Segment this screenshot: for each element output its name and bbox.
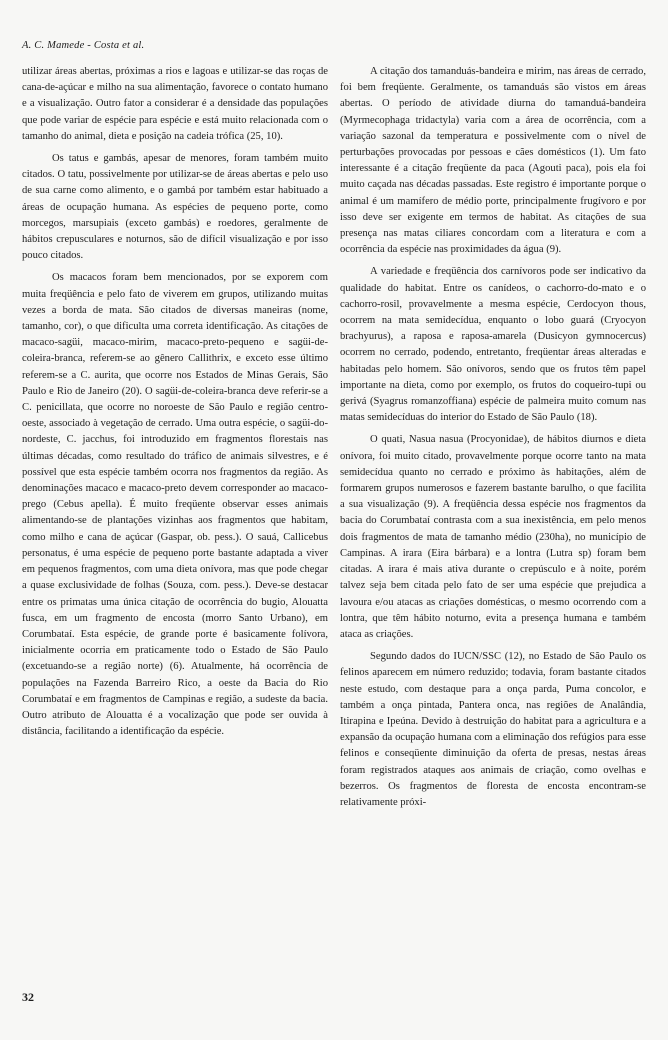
page-number: 32 — [22, 990, 34, 1004]
running-head: A. C. Mamede - Costa et al. — [22, 40, 145, 51]
right-column-paragraph: A citação dos tamanduás-bandeira e mirim, nas áreas de cerrado, foi bem freqüente. Geralmente, os tamanduás são vistos em áreas abertas. O período de atividade diurna do tamanduá-bandeira (Myrmecophaga tridactyla) varia com a área de ocorrência, com a variação sazonal da temperatura e possivelmente com o nível de perturbações provocadas por pessoas e cães domésticos (1). Um fato interessante é a citação freqüente da paca (Agouti paca), pois ela foi muito caçada nas décadas passadas. Este registro é importante porque o animal é um mamífero de médio porte, principalmente frugívoro e por isso deve ser exigente em termos de habitat. As citações de sua presença nas matas ciliares concordam com a literatura e com a ocorrência da espécie nas proximidades da água (9). — [340, 66, 646, 256]
left-column-paragraph: utilizar áreas abertas, próximas a rios e lagoas e utilizar-se das roças de cana-de-açúcar e milho na sua alimentação, favorece o contato humano e a visualização. Outro fator a considerar é a densidade das populações que pode variar de espécie para espécie e está muito relacionada com o tamanho do animal, dieta e posição na cadeia trófica (25, 10). — [22, 66, 328, 142]
left-column — [22, 64, 328, 746]
right-column — [340, 64, 646, 817]
left-column-paragraph: Os tatus e gambás, apesar de menores, foram também muito citados. O tatu, possivelmente por utilizar-se de áreas abertas e pelo uso de sua carne como alimento, e o gambá por também estar habituado a áreas de ocupação humana. As espécies de pequeno porte, como morcegos, marsupiais (exceto gambás) e roedores, geralmente de hábitos crepusculares e noturnos, são de difícil visualização e por isso pouco citados. — [22, 153, 328, 262]
left-column-paragraph: Os macacos foram bem mencionados, por se exporem com muita freqüência e pelo fato de viverem em grupos, utilizando muitas vezes a borda de mata. São citados de diversas maneiras (nome, tamanho, cor), o que dificulta uma correta identificação. As citações de macaco-sagüi, macaco-mirim, macaco-preto-pequeno e sagüi-de-coleira-branca, referem-se ao gênero Callithrix, e exceto esse último referem-se a C. aurita, que ocorre nos Estados de Minas Gerais, São Paulo e Rio de Janeiro (20). O sagüi-de-coleira-branca deve referir-se a C. penicillata, que ocorre no noroeste de São Paulo e região centro-oeste, associado à vegetação de cerrado. Uma outra espécie, o sagüi-do-nordeste, C. jacchus, foi introduzido em fragmentos florestais nas últimas décadas, como resultado do tráfico de animais silvestres, e é possível que esta espécie também ocorra nos fragmentos da região. As denominações macaco e macaco-preto devem corresponder ao macaco-prego (Cebus apella). É muito freqüente observar esses animais alimentando-se de plantações vizinhas aos fragmentos que habitam, como milho e cana de açúcar (Gaspar, ob. pess.). O sauá, Callicebus personatus, é uma espécie de pequeno porte bastante adaptada a viver em pequenos fragmentos, com uma dieta onívora, mas que pode chegar a quase exclusividade de folhas (Souza, com. pess.). Deve-se destacar entre os primatas uma única citação de ocorrência do bugio, Alouatta fusca, em um fragmento de encosta (morro Santo Urbano), em Corumbataí. Esta espécie, de grande porte é basicamente folívora, inicialmente ocorria em praticamente todo o Estado de São Paulo (excetuando-se a região norte) (6). Atualmente, há ocorrência de populações na Fazenda Barreiro Rico, a oeste da Bacia do Rio Corumbataí e em fragmentos de Campinas e região, a sudeste da bacia. Outro atributo de Alouatta é a vocalização que pode ser ouvida à distância, facilitando a identificação da espécie. — [22, 272, 328, 738]
right-column-paragraph: A variedade e freqüência dos carnívoros pode ser indicativo da qualidade do habitat. Entre os canídeos, o cachorro-do-mato e o cachorro-rosil, provavelmente a mesma espécie, Cerdocyon thous, ocorrem na mata semidecídua, enquanto o lobo guará (Cryocyon brachyurus), a raposa e raposa-amarela (Dusicyon gymnocercus) ocorrem no cerrado, podendo, entretanto, freqüentar áreas alteradas e habitadas pelo homem. São onívoros, sendo que os frutos têm papel importante na dieta, como por exemplo, os frutos do coqueiro-tupi ou gerivá (Syagrus romanzoffiana) espécie de palmeira muito comum nas matas semidecíduas do interior do Estado de São Paulo (18). — [340, 266, 646, 424]
right-column-paragraph: O quati, Nasua nasua (Procyonidae), de hábitos diurnos e dieta onívora, foi muito citado, provavelmente porque ocorre tanto na mata semidecídua quanto no cerrado e próximo às habitações, além de formarem grupos numerosos e fazerem bastante barulho, o que facilita a sua visualização (9). A freqüência dessa espécie nos fragmentos da bacia do Corumbataí contrasta com a sua inexistência, em pelo menos dois fragmentos de mata de tamanho médio (230ha), no município de Campinas. A irara (Eira bárbara) e a lontra (Lutra sp) foram bem citadas. A irara é mais ativa durante o crepúsculo e à noite, porém talvez seja bem citada pelo fato de ser uma espécie que prejudica a lavoura e/ou atacas as criações domésticas, o mesmo ocorrendo com a lontra, que têm hábito noturno, evita a presença humana e também ataca as criações. — [340, 434, 646, 640]
right-column-paragraph: Segundo dados do IUCN/SSC (12), no Estado de São Paulo os felinos aparecem em número reduzido; todavia, foram bastante citados neste estudo, com destaque para a onça parda, Puma concolor, e também a onça pintada, Pantera onca, nas regiões de Analândia, Itirapina e Ipeúna. Devido à destruição do habitat para a agricultura e a expansão da ocupação humana com a eliminação dos refúgios para esse felinos e conseqüente diminuição da oferta de presas, nestas áreas foram registrados ataques aos animais de criação, como ovelhas e bezerros. Os fragmentos de floresta de encosta encontram-se relativamente próxi- — [340, 651, 646, 808]
